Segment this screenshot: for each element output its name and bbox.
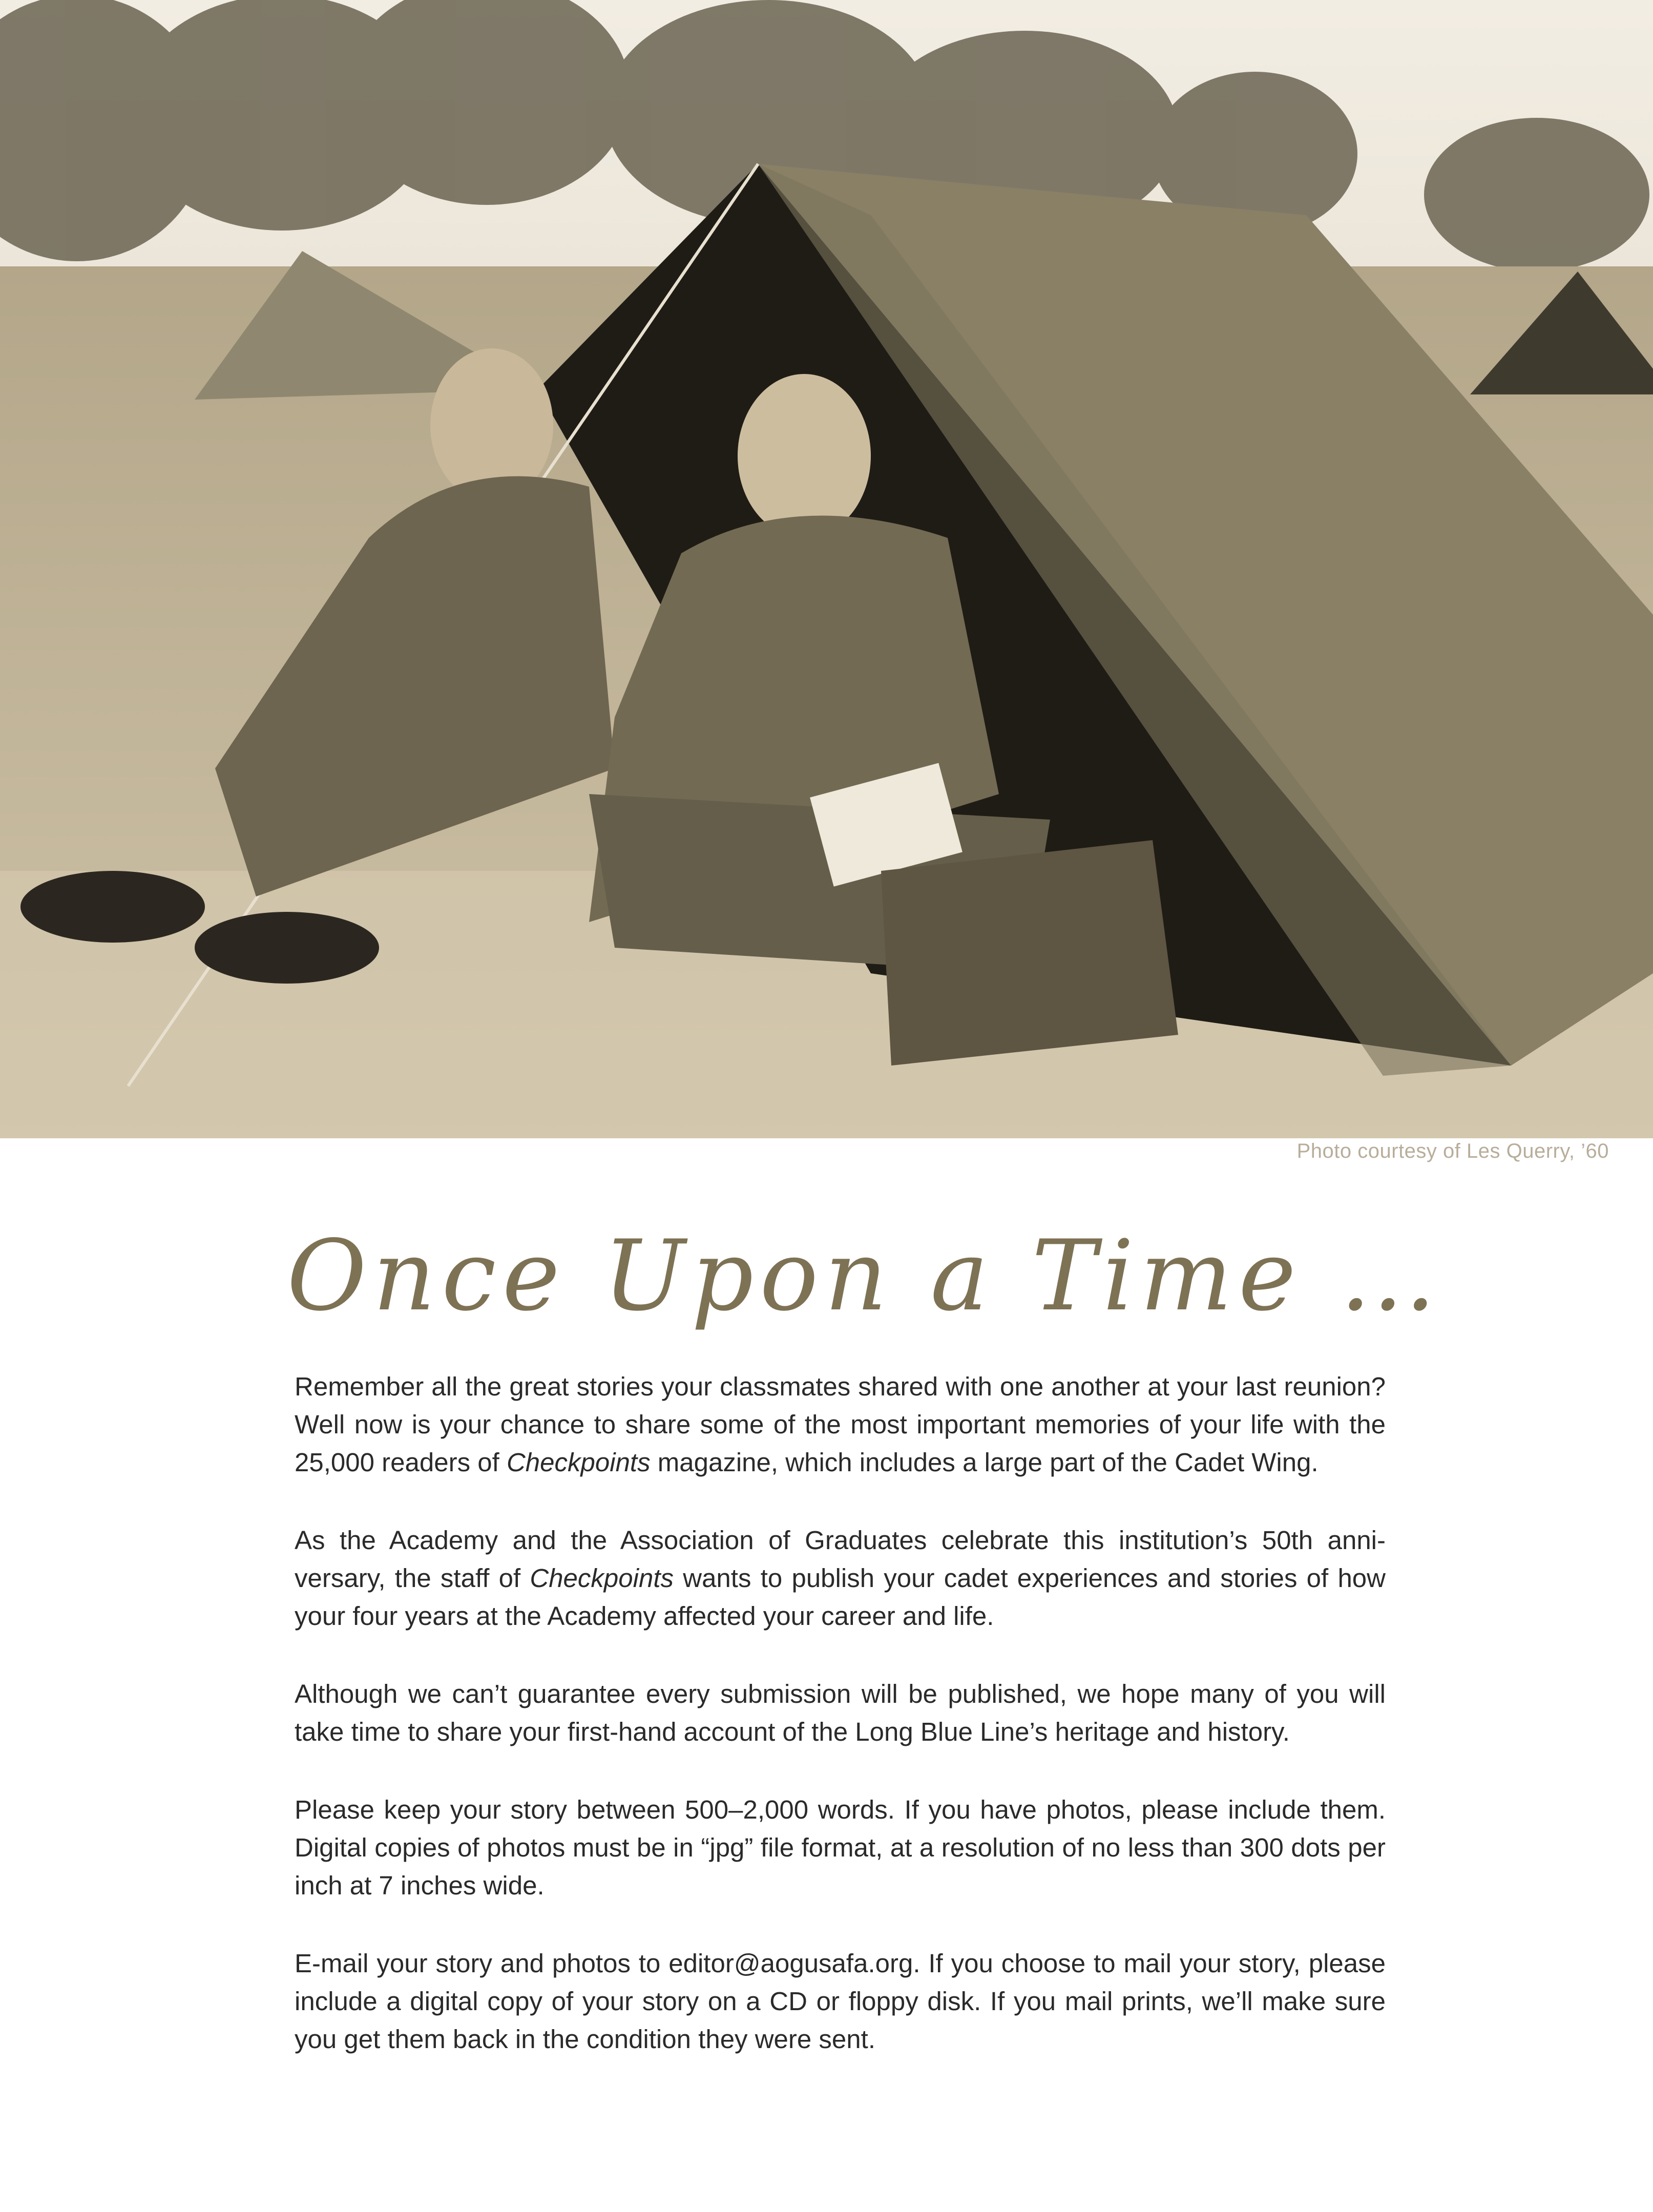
paragraph-intro-text-2: magazine, which includes a large part of the Cadet Wing. xyxy=(650,1448,1319,1477)
paragraph-submissions: Although we can’t guarantee every submission will be published, we hope many of you will take time to share your first-hand account of the Long Blue Line’s heritage and history. xyxy=(295,1679,1386,1746)
article-body xyxy=(295,1368,1386,2098)
paragraph-anniversary-text-1: As the Academy and the Association of Graduates celebrate this institution’s 50th anni-versary, the staff of xyxy=(295,1526,1386,1593)
article-title: Once Upon a Time … xyxy=(287,1219,1443,1332)
magazine-name: Checkpoints xyxy=(506,1448,651,1477)
photo-credit: Photo courtesy of Les Querry, ’60 xyxy=(1296,1140,1609,1162)
paragraph-intro xyxy=(295,1368,1386,1481)
paragraph-intro-text-1: Remember all the great stories your classmates shared with one another at your last reunion? Well now is your chance to share some of the most important memories of your life with the 25,000 readers of xyxy=(295,1372,1386,1477)
paragraph-contact: E-mail your story and photos to editor@aogusafa.org. If you choose to mail your story, please include a digital copy of your story on a CD or floppy disk. If you mail prints, we’ll make sure you get them back in the condition they were sent. xyxy=(295,1949,1386,2054)
magazine-name: Checkpoints xyxy=(530,1563,674,1593)
paragraph-anniversary xyxy=(295,1521,1386,1635)
paragraph-guidelines: Please keep your story between 500–2,000 words. If you have photos, please include them. Digital copies of photos must be in “jpg” file format, at a resolution of no less than 300 dots per inch at 7 inches wide. xyxy=(295,1795,1386,1900)
paragraph-anniversary-text-2: wants to publish your cadet experiences and stories of how your four years at the Academy affected your career and life. xyxy=(295,1563,1386,1631)
